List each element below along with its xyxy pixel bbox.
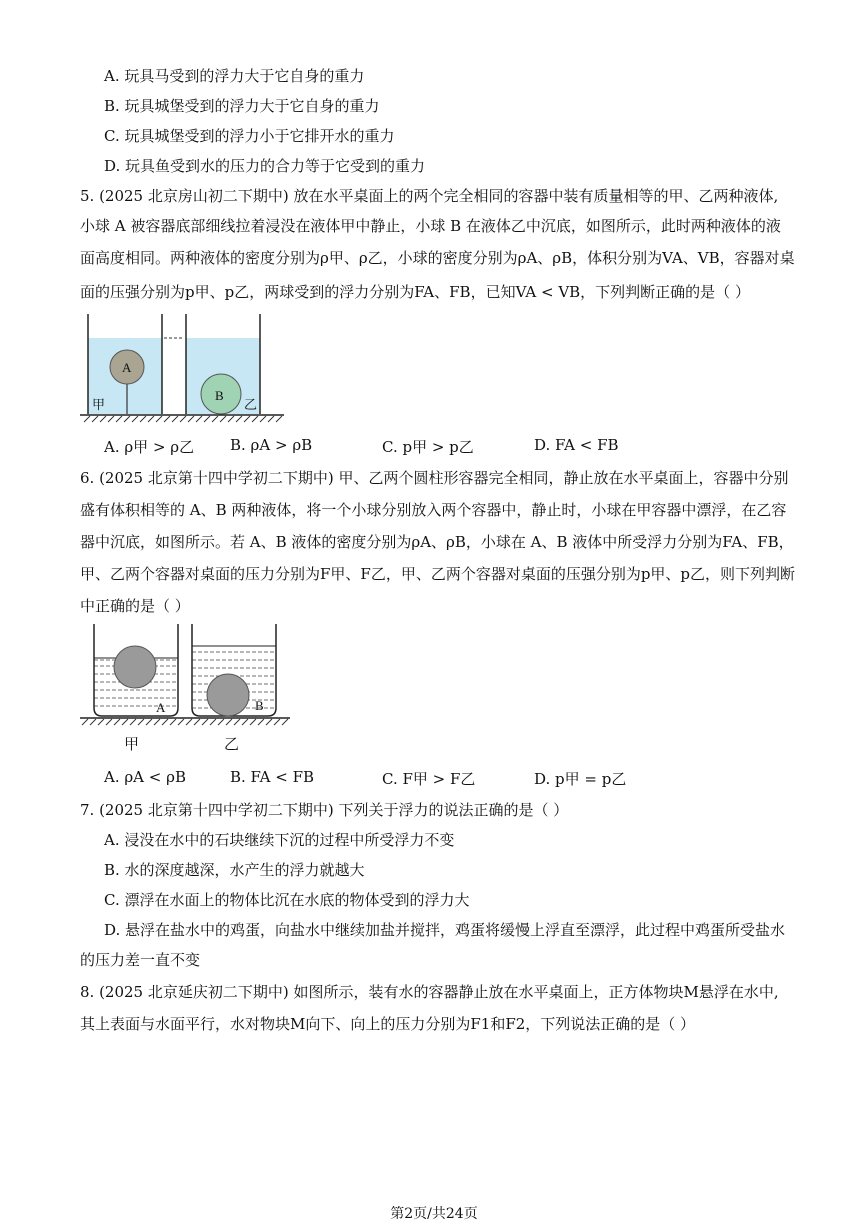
q5-figure <box>78 312 290 424</box>
q5-label-jia: 甲 <box>92 397 106 412</box>
q7-option-a: A. 浸没在水中的石块继续下沉的过程中所受浮力不变 <box>104 831 455 849</box>
q7-option-c: C. 漂浮在水面上的物体比沉在水底的物体受到的浮力大 <box>104 891 470 909</box>
q6-figure <box>78 622 292 754</box>
q5-stem-line-2: 小球 A 被容器底部细线拉着浸没在液体甲中静止，小球 B 在液体乙中沉底，如图所示，此时两种液体的液 <box>80 217 781 235</box>
q5-choice-b: B. ρA > ρB <box>230 436 313 454</box>
q7-stem: 7. (2025 北京第十四中学初二下期中) 下列关于浮力的说法正确的是（ ） <box>80 801 569 819</box>
q6-label-yi: 乙 <box>224 737 240 753</box>
q6-stem-line-1: 6. (2025 北京第十四中学初二下期中) 甲、乙两个圆柱形容器完全相同，静止放在水平桌面上，容器中分别 <box>80 469 789 487</box>
q5-stem-line-1: 5. (2025 北京房山初二下期中) 放在水平桌面上的两个完全相同的容器中装有质量相等的甲、乙两种液体, <box>80 187 779 205</box>
q6-stem-line-5: 中正确的是（ ） <box>80 597 190 615</box>
q7-option-d: D. 悬浮在盐水中的鸡蛋，向盐水中继续加盐并搅拌，鸡蛋将缓慢上浮直至漂浮，此过程中鸡蛋所受盐水 <box>104 921 786 939</box>
q6-stem-line-2: 盛有体积相等的 A、B 两种液体，将一个小球分别放入两个容器中，静止时，小球在甲容器中漂浮，在乙容 <box>80 501 787 519</box>
q8-stem-line-2: 其上表面与水面平行，水对物块M向下、向上的压力分别为F1和F2，下列说法正确的是（ ） <box>80 1015 696 1033</box>
q4-option-a: A. 玩具马受到的浮力大于它自身的重力 <box>104 67 365 85</box>
q5-label-a: A <box>122 360 132 375</box>
q7-option-d-continued: 的压力差一直不变 <box>80 951 201 969</box>
q6-choice-b: B. FA < FB <box>230 768 315 786</box>
q5-label-yi: 乙 <box>244 397 258 412</box>
q6-stem-line-3: 器中沉底，如图所示。若 A、B 液体的密度分别为ρA、ρB，小球在 A、B 液体中所受浮力分别为FA、FB， <box>80 533 794 551</box>
q6-stem-line-4: 甲、乙两个容器对桌面的压力分别为F甲、F乙，甲、乙两个容器对桌面的压强分别为p甲、p乙，则下列判断 <box>80 565 796 583</box>
q5-choice-c: C. p甲 > p乙 <box>382 438 474 456</box>
q5-choice-d: D. FA < FB <box>534 436 619 454</box>
q6-label-b: B <box>255 698 264 713</box>
q4-option-c: C. 玩具城堡受到的浮力小于它排开水的重力 <box>104 127 395 145</box>
q7-option-b: B. 水的深度越深，水产生的浮力就越大 <box>104 861 365 879</box>
q6-choices <box>104 768 664 790</box>
q5-label-b: B <box>215 388 224 403</box>
q8-stem-line-1: 8. (2025 北京延庆初二下期中) 如图所示，装有水的容器静止放在水平桌面上，正方体物块M悬浮在水中, <box>80 983 779 1001</box>
q6-label-jia: 甲 <box>124 737 140 753</box>
q5-stem-line-4: 面的压强分别为p甲、p乙，两球受到的浮力分别为FA、FB，已知VA < VB，下列判断正确的是（ ） <box>80 283 750 301</box>
q5-choice-a: A. ρ甲 > ρ乙 <box>104 438 195 456</box>
page-number: 第2页/共24页 <box>390 1206 478 1222</box>
q6-label-a: A <box>156 700 166 715</box>
q5-choices <box>104 436 664 458</box>
q6-choice-c: C. F甲 > F乙 <box>382 770 476 788</box>
q4-option-d: D. 玩具鱼受到水的压力的合力等于它受到的重力 <box>104 157 426 175</box>
q6-choice-d: D. p甲 = p乙 <box>534 770 627 788</box>
q5-stem-line-3: 面高度相同。两种液体的密度分别为ρ甲、ρ乙，小球的密度分别为ρA、ρB，体积分别为VA、VB，容器对桌 <box>80 249 795 267</box>
q4-option-b: B. 玩具城堡受到的浮力大于它自身的重力 <box>104 97 380 115</box>
q6-choice-a: A. ρA < ρB <box>104 768 186 786</box>
